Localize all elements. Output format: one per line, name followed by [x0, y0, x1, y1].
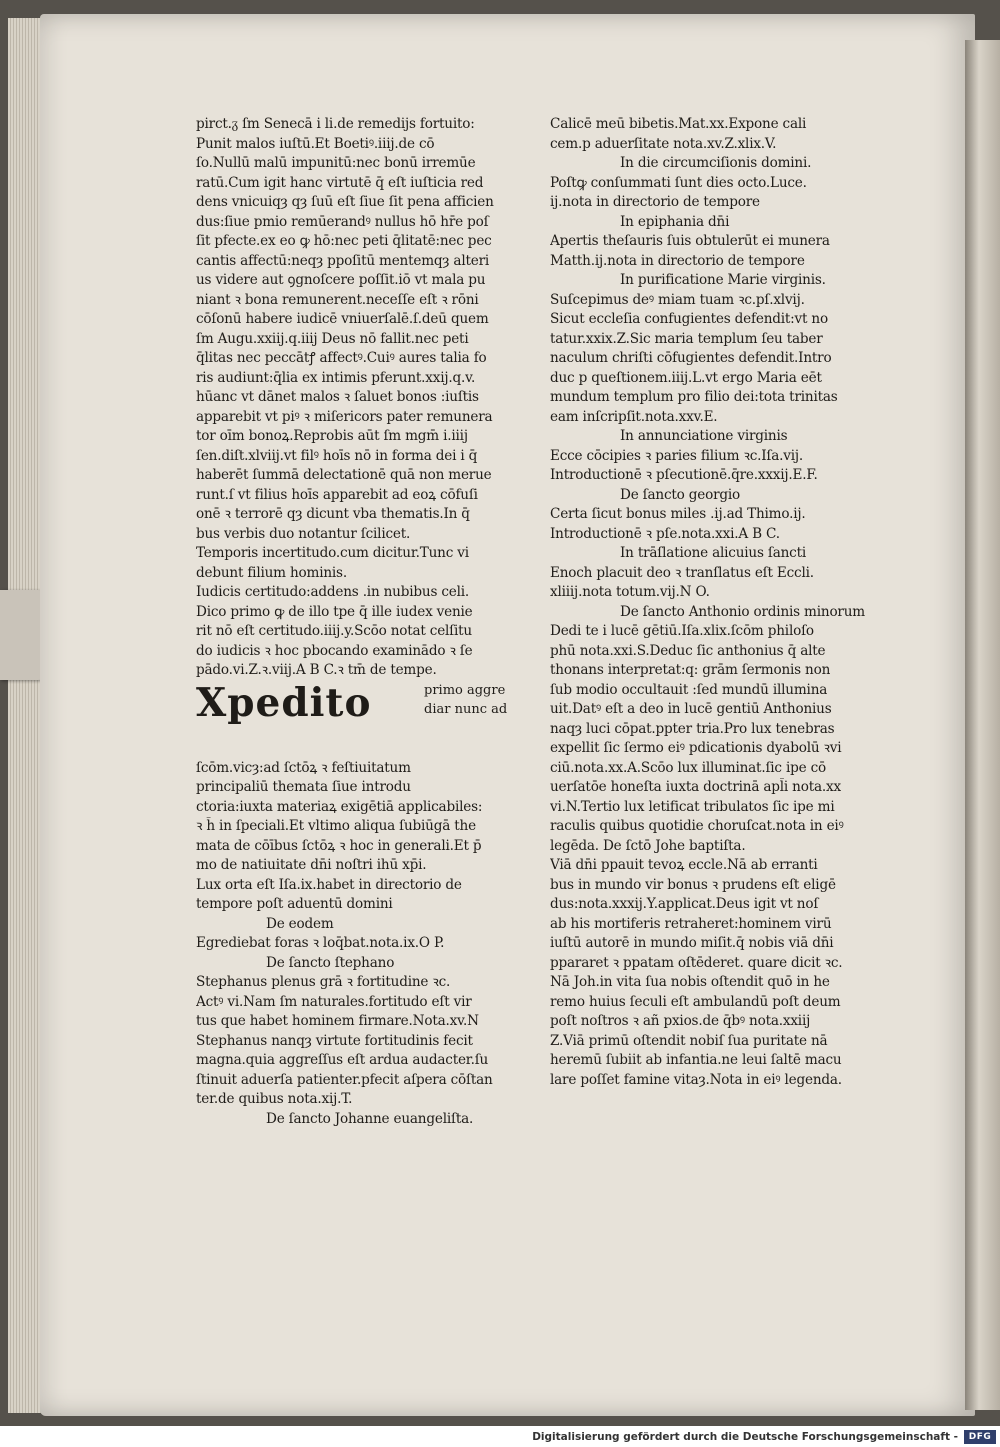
text-line: Punit malos iuſtū.Et Boetiꝰ.iiij.de cō	[196, 135, 435, 152]
text-line: Sicut eccleſia confugientes defendit:vt no	[550, 311, 828, 327]
text-line: cōſonū habere iudicē vniuerſalē.ſ.deū quem	[196, 311, 489, 327]
text-line: poſt noſtros ꝛ añ pxios.de q̄bꝰ nota.xxiij	[550, 1013, 811, 1029]
text-line: onē ꝛ terrorē qȝ dicunt vba thematis.In q̄	[196, 506, 470, 522]
text-line: ſm Augu.xxiij.q.iiij Deus nō fallit.nec peti	[196, 330, 469, 347]
text-line: Apertis theſauris ſuis obtulerūt ei munera	[550, 233, 830, 249]
text-line: ris audiunt:q̄lia ex intimis pferunt.xxij.q.v.	[196, 369, 476, 386]
text-line: ctoria:iuxta materiaꝝ exigētiā applicabiles:	[196, 798, 483, 815]
text-line: In purificatione Marie virginis.	[620, 272, 826, 288]
text-line: Matth.ij.nota in directorio de tempore	[550, 252, 805, 269]
text-line: De ſancto Johanne euangeliſta.	[266, 1110, 474, 1127]
text-line: tatur.xxix.Z.Sic maria templum ſeu taber	[550, 330, 823, 347]
text-line: dus:nota.xxxij.Y.applicat.Deus igit vt noſ	[550, 896, 819, 912]
text-line: Enoch placuit deo ꝛ tranſlatus eſt Eccli.	[550, 564, 814, 581]
text-line: ratū.Cum igit hanc virtutē q̄ eſt iuſticia red	[196, 174, 484, 191]
text-line: cantis affectū:neqȝ ppoſitū mentemqȝ alteri	[196, 252, 490, 269]
text-line: Stephanus nanqȝ virtute fortitudinis fecit	[196, 1032, 473, 1049]
text-line: vi.N.Tertio lux letificat tribulatos ſic ipe mi	[550, 798, 835, 815]
text-line: De ſancto Anthonio ordinis minorum	[620, 603, 865, 620]
right-column	[550, 115, 890, 1090]
text-line: rit nō eſt certitudo.iiij.y.Scōo notat celſitu	[196, 623, 472, 639]
initial-block	[196, 681, 546, 759]
text-line: tor oīm bonoꝝ.Reprobis aūt ſm mgm̄ i.iiij	[196, 428, 468, 444]
text-line: hūanc vt dānet malos ꝛ ſaluet bonos :iuſtis	[196, 389, 479, 405]
text-line: Temporis incertitudo.cum dicitur.Tunc vi	[196, 545, 469, 561]
text-line: remo huius ſeculi eſt ambulandū poſt deum	[550, 993, 841, 1010]
text-line: ſo.Nullū malū impunitū:nec bonū irremūe	[196, 155, 476, 171]
text-line: dens vnicuiqȝ qȝ ſuū eſt ſiue ſit pena afficien	[196, 194, 494, 210]
text-line: us videre aut ꝯgnoſcere poſſit.iō vt mala pu	[196, 272, 486, 288]
facing-page-edge	[965, 40, 1000, 1410]
text-line: xliiij.nota totum.vij.N O.	[550, 584, 710, 600]
text-line: Dico primo ꝙ de illo tpe q̄ ille iudex venie	[196, 603, 473, 620]
text-line: mata de cōībus ſctōꝝ ꝛ hoc in generali.Et p̄	[196, 837, 482, 854]
text-line: ppararet ꝛ ppatam oſtēderet. quare dicit ꝛc.	[550, 954, 843, 971]
text-line: q̄litas nec peccātꝭ affectꝰ.Cuiꝰ aures talia fo	[196, 350, 487, 366]
text-line: naculum chriſti cōfugientes defendit.Intro	[550, 350, 832, 366]
text-line: expellit ſic ſermo eiꝰ pdicationis dyabolū ꝛvi	[550, 740, 842, 756]
text-line: heremū ſubiit ab infantia.ne leui ſaltē macu	[550, 1052, 842, 1068]
text-line: debunt filium hominis.	[196, 564, 347, 581]
text-line: mundum templum pro filio dei:tota trinitas	[550, 389, 838, 405]
text-line: niant ꝛ bona remunerent.neceſſe eſt ꝛ rōni	[196, 291, 479, 308]
text-line: uit.Datꝰ eſt a deo in lucē gentiū Anthonius	[550, 701, 832, 717]
text-line: ab his mortiferis retraheret:hominem virū	[550, 915, 832, 932]
text-line: Suſcepimus deꝰ miam tuam ꝛc.pſ.xlvij.	[550, 291, 805, 308]
text-line: principaliū themata ſiue introdu	[196, 779, 411, 795]
text-line: runt.ſ vt filius hoīs apparebit ad eoꝝ cōfuſi	[196, 486, 478, 503]
text-line: Dedi te i lucē gētiū.Iſa.xlix.ſcōm philoſo	[550, 623, 814, 639]
initial-right-text: primo aggre diar nunc ad	[424, 682, 508, 717]
text-line: ſen.diſt.xlviij.vt filꝰ hoīs nō in forma dei i q̄	[196, 447, 478, 464]
text-line: Introductionē ꝛ pſe.nota.xxi.A B C.	[550, 525, 780, 542]
text-line: raculis quibus quotidie choruſcat.nota in eiꝰ	[550, 818, 844, 834]
text-line: ciū.nota.xx.A.Scōo lux illuminat.ſic ipe cō	[550, 759, 826, 776]
funding-notice: Digitalisierung gefördert durch die Deutsche Forschungsgemeinschaft -	[532, 1430, 958, 1443]
text-line: legēda. De ſctō Johe baptiſta.	[550, 837, 746, 854]
text-line: pirct.ᵹ ſm Senecā i li.de remedijs fortuito:	[196, 116, 475, 132]
text-line: Iudicis certitudo:addens .in nubibus celi.	[196, 584, 470, 600]
text-line: Calicē meū bibetis.Mat.xx.Expone cali	[550, 116, 807, 132]
text-line: do iudicis ꝛ hoc pbocando examinādo ꝛ ſe	[196, 642, 473, 659]
text-line: Nā Joh.in vita ſua nobis oſtendit quō in he	[550, 974, 830, 990]
text-line: mo de natiuitate dn̄i noſtri ihū xp̄i.	[196, 857, 427, 873]
text-line: bus in mundo vir bonus ꝛ prudens eſt eligē	[550, 876, 836, 893]
text-line: De eodem	[266, 915, 334, 932]
text-line: naqȝ luci cōpat.ppter tria.Pro lux tenebras	[550, 720, 835, 737]
text-line: Ecce cōcipies ꝛ paries filium ꝛc.Iſa.vij.	[550, 447, 804, 464]
footer-bar	[0, 1426, 1000, 1447]
text-line: In epiphania dn̄i	[620, 213, 730, 230]
text-line: In annunciatione virginis	[620, 428, 788, 444]
left-column	[196, 115, 546, 1129]
text-line: Certa ſicut bonus miles .ij.ad Thimo.ij.	[550, 506, 806, 522]
text-line: tempore poſt aduentū domini	[196, 896, 393, 912]
text-line: ter.de quibus nota.xij.T.	[196, 1091, 353, 1107]
text-line: In die circumciſionis domini.	[620, 155, 812, 171]
text-line: Lux orta eſt Iſa.ix.habet in directorio de	[196, 876, 462, 893]
text-line: magna.quia aggreſſus eſt ardua audacter.ſu	[196, 1052, 489, 1068]
decorated-initial: Xpedito	[196, 679, 372, 726]
text-line: duc p queſtionem.iiij.L.vt ergo Maria eēt	[550, 369, 822, 386]
text-line: Poſtꝙ conſummati ſunt dies octo.Luce.	[550, 174, 807, 191]
text-line: De ſancto ſtephano	[266, 954, 395, 971]
text-line: Introductionē ꝛ pſecutionē.q̄re.xxxij.E.F.	[550, 467, 818, 483]
text-line: De ſancto georgio	[620, 486, 740, 503]
text-line: iuſtū autorē in mundo miſit.q̄ nobis viā dn̄i	[550, 935, 834, 951]
text-line: ſit pfecte.ex eo ꝙ hō:nec peti q̄litatē:nec pec	[196, 233, 492, 249]
text-line: dus:ſiue pmio remūerandꝰ nullus hō hr̄e poſ	[196, 213, 489, 230]
text-line: lare poſſet famine vitaȝ.Nota in eiꝰ legenda.	[550, 1071, 842, 1088]
text-line: Z.Viā primū oſtendit nobiſ ſua puritate nā	[550, 1032, 828, 1049]
text-line: Viā dn̄i ppauit tevoꝝ eccle.Nā ab erranti	[550, 857, 818, 873]
text-line: Stephanus plenus grā ꝛ fortitudine ꝛc.	[196, 974, 451, 990]
text-line: thonans interpretat:q: grām ſermonis non	[550, 662, 831, 678]
text-line: ij.nota in directorio de tempore	[550, 194, 760, 210]
text-line: Egrediebat foras ꝛ loq̄bat.nota.ix.O P.	[196, 935, 445, 951]
text-line: ſub modio occultauit :ſed mundū illumina	[550, 681, 828, 698]
text-line: apparebit vt piꝰ ꝛ miſericors pater remunera	[196, 408, 493, 425]
text-line: In trāſlatione alicuius ſancti	[620, 545, 806, 561]
text-line: cem.p aduerſitate nota.xv.Z.xlix.V.	[550, 135, 777, 152]
text-line: tus que habet hominem firmare.Nota.xv.N	[196, 1013, 479, 1029]
text-line: phū nota.xxi.S.Deduc ſic anthonius q̄ alte	[550, 642, 826, 659]
text-line: uerſatōe honeſta iuxta doctrinā apl̄i nota.xx	[550, 779, 841, 795]
text-line: pādo.vi.Z.ꝛ.viij.A B C.ꝛ tm̄ de tempe.	[196, 662, 437, 678]
text-line: Actꝰ vi.Nam ſm naturales.fortitudo eſt vir	[196, 993, 472, 1010]
text-line: eam inſcripſit.nota.xxv.E.	[550, 408, 718, 425]
text-line: haberēt ſummā delectationē quā non merue	[196, 467, 492, 483]
text-line: ſcōm.vicȝ:ad ſctōꝝ ꝛ feſtiuitatum	[196, 759, 411, 776]
text-line: bus verbis duo notantur ſcilicet.	[196, 525, 411, 542]
text-line: ſtinuit aduerſa patienter.pfecit aſpera cōſtan	[196, 1071, 493, 1088]
text-line: ꝛ h̄ in ſpeciali.Et vltimo aliqua ſubiūgā the	[196, 818, 476, 834]
dfg-logo-icon: DFG	[964, 1430, 996, 1444]
